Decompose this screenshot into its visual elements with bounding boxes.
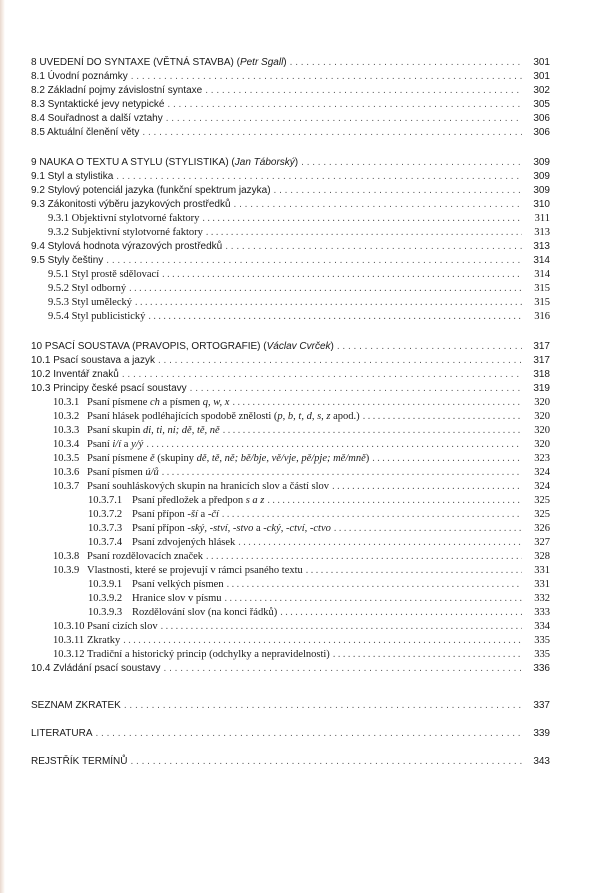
section-10-3-entry[interactable] [31,383,550,394]
page-number: 313 [533,241,550,252]
page-number: 318 [533,369,550,380]
leader-dots [290,57,522,68]
leader-dots [162,269,522,280]
leader-dots [190,383,522,394]
chapter-9-title: 9 NAUKA O TEXTU A STYLU (STYLISTIKA) ( [31,157,235,168]
page-number: 333 [534,607,550,618]
section-label: SEZNAM ZKRATEK [31,700,121,711]
section-number: 10.3.3 [53,425,80,436]
abbreviations-entry[interactable] [31,700,550,711]
leader-dots [332,481,522,492]
section-number: 10.3.7.2 [88,509,123,520]
leader-dots [106,255,522,266]
leader-dots [164,663,522,674]
section-number: 10.3.9.1 [88,579,123,590]
subsection-10-3-7-2-entry[interactable]: 10.3.7.2 Psaní přípon -ší a -čí . . . 325 [88,509,550,520]
page-number: 328 [534,551,550,562]
section-number: 10.3.5 [53,453,80,464]
section-10-4-entry[interactable] [31,663,550,674]
page-number: 314 [534,269,550,280]
section-number: 10.3.9.2 [88,593,123,604]
page-number: 337 [533,700,550,711]
section-number: 10.3.12 [53,649,85,660]
page-number: 309 [533,157,550,168]
leader-dots [280,607,522,618]
page-number: 317 [533,341,550,352]
section-label: 9.5.1 Styl prostě sdělovací [48,269,160,280]
section-label: 8.5 Aktuální členění věty [31,127,140,138]
leader-dots [142,127,522,138]
section-label: 10.1 Psací soustava a jazyk [31,355,155,366]
leader-dots [234,199,522,210]
section-number: 10.3.8 [53,551,80,562]
leader-dots [334,523,522,534]
leader-dots [167,99,522,110]
leader-dots [232,397,522,408]
section-label: REJSTŘÍK TERMÍNŮ [31,756,128,767]
page-number: 339 [533,728,550,739]
page-number: 334 [534,621,550,632]
section-label: 10.2 Inventář znaků [31,369,119,380]
subsection-10-3-4-entry[interactable]: 10.3.4 Psaní i/í a y/ý . . . 320 [53,439,550,450]
leader-dots [202,213,522,224]
leader-dots [301,157,522,168]
page-number: 327 [534,537,550,548]
section-8-2-entry[interactable] [31,85,550,96]
subsection-10-3-9-2-entry[interactable]: 10.3.9.2 Hranice slov v písmu . . . 332 [88,593,550,604]
leader-dots [148,311,522,322]
chapter-8-author: Petr Sgall [239,57,284,68]
leader-dots [225,241,522,252]
section-label: 8.4 Souřadnost a další vztahy [31,113,163,124]
page-number: 343 [533,756,550,767]
chapter-8-entry[interactable]: 8 UVEDENÍ DO SYNTAXE (VĚTNÁ STAVBA) (Petr Sgall) . . . 301 [31,57,550,68]
section-8-4-entry[interactable] [31,113,550,124]
leader-dots [158,355,522,366]
section-9-4-entry[interactable] [31,241,550,252]
section-8-5-entry[interactable] [31,127,550,138]
leader-dots [122,369,522,380]
section-number: 10.3.11 [53,635,85,646]
page-number: 320 [534,439,550,450]
section-label: 10.3 Principy české psací soustavy [31,383,187,394]
section-label: 9.5.4 Styl publicistický [48,311,146,322]
subsection-10-3-9-3-entry[interactable]: 10.3.9.3 Rozdělování slov (na konci řádků) . . . 333 [88,607,550,618]
page-number: 323 [534,453,550,464]
section-number: 10.3.7 [53,481,80,492]
page-number: 325 [534,509,550,520]
page-number: 301 [533,71,550,82]
chapter-9-author: Jan Táborský [234,157,295,168]
subsection-9-5-3-entry[interactable] [48,297,550,308]
subsection-10-3-7-4-entry[interactable]: 10.3.7.4 Psaní zdvojených hlásek . . . 327 [88,537,550,548]
leader-dots [205,85,522,96]
subsection-10-3-11-entry[interactable]: 10.3.11 Zkratky . . . 335 [53,635,550,646]
subsection-10-3-6-entry[interactable]: 10.3.6 Psaní písmen ú/ů . . . 324 [53,467,550,478]
leader-dots [162,467,522,478]
section-label: 9.5 Styly češtiny [31,255,104,266]
page-number: 320 [534,411,550,422]
section-9-2-entry[interactable] [31,185,550,196]
section-number: 10.3.7.4 [88,537,123,548]
page-number: 315 [534,283,550,294]
section-8-1-entry[interactable] [31,71,550,82]
page-number: 310 [533,199,550,210]
chapter-10-author: Václav Cvrček [266,341,331,352]
leader-dots [166,113,522,124]
section-number: 10.3.6 [53,467,80,478]
subsection-9-5-4-entry[interactable] [48,311,550,322]
leader-dots [206,227,522,238]
section-9-1-entry[interactable] [31,171,550,182]
leader-dots [146,439,522,450]
page-number: 319 [533,383,550,394]
subsection-10-3-7-entry[interactable]: 10.3.7 Psaní souhláskových skupin na hranicích slov a částí slov . . . 324 [53,481,550,492]
chapter-10-entry[interactable]: 10 PSACÍ SOUSTAVA (PRAVOPIS, ORTOGRAFIE) (Václav Cvrček) . . . 317 [31,341,550,352]
section-label: 9.3 Zákonitosti výběru jazykových prostředků [31,199,231,210]
chapter-9-entry[interactable]: 9 NAUKA O TEXTU A STYLU (STYLISTIKA) (Jan Táborský) . . . 309 [31,157,550,168]
page-number: 324 [534,481,550,492]
section-number: 10.3.2 [53,411,80,422]
subsection-10-3-9-1-entry[interactable]: 10.3.9.1 Psaní velkých písmen . . . 331 [88,579,550,590]
section-label: 9.2 Stylový potenciál jazyka (funkční spektrum jazyka) [31,185,271,196]
page-number: 336 [533,663,550,674]
page-number: 320 [534,397,550,408]
subsection-10-3-7-3-entry[interactable]: 10.3.7.3 Psaní přípon -ský, -ství, -stvo a -cký, -ctví, -ctvo . . . 326 [88,523,550,534]
page-number: 331 [534,565,550,576]
page-number: 314 [533,255,550,266]
section-10-1-entry[interactable] [31,355,550,366]
page-number: 331 [534,579,550,590]
section-label: 8.1 Úvodní poznámky [31,71,128,82]
page-number: 301 [533,57,550,68]
leader-dots [337,341,522,352]
leader-dots [372,453,522,464]
section-label: 9.1 Styl a stylistika [31,171,114,182]
page-number: 335 [534,635,550,646]
subsection-9-5-2-entry[interactable] [48,283,550,294]
section-number: 10.3.1 [53,397,80,408]
page-number: 315 [534,297,550,308]
leader-dots [116,171,522,182]
section-label: 8.2 Základní pojmy závislostní syntaxe [31,85,203,96]
page-number: 320 [534,425,550,436]
page-number: 313 [534,227,550,238]
page-number: 306 [533,127,550,138]
page-number: 306 [533,113,550,124]
subsection-10-3-2-entry[interactable]: 10.3.2 Psaní hlásek podléhajících spodobě znělosti (p, b, t, d, s, z apod.) . . . 320 [53,411,550,422]
section-number: 10.3.4 [53,439,80,450]
page-number: 305 [533,99,550,110]
leader-dots [222,509,522,520]
page-number: 335 [534,649,550,660]
section-label: 9.3.1 Objektivní stylotvorné faktory [48,213,200,224]
leader-dots [225,593,522,604]
page-number: 325 [534,495,550,506]
leader-dots [131,71,522,82]
section-label: 9.5.2 Styl odborný [48,283,127,294]
leader-dots [161,621,522,632]
leader-dots [306,565,522,576]
page-number: 302 [533,85,550,96]
subsection-10-3-5-entry[interactable]: 10.3.5 Psaní písmene ě (skupiny dě, tě, ně; bě/bje, vě/vje, pě/pje; mě/mně) . . . 323 [53,453,550,464]
section-8-3-entry[interactable] [31,99,550,110]
section-number: 10.3.9.3 [88,607,123,618]
leader-dots [131,756,523,767]
leader-dots [267,495,522,506]
leader-dots [238,537,522,548]
section-9-5-entry[interactable] [31,255,550,266]
subsection-10-3-8-entry[interactable]: 10.3.8 Psaní rozdělovacích značek . . . 328 [53,551,550,562]
page-number: 309 [533,171,550,182]
page-number: 316 [534,311,550,322]
leader-dots [96,728,523,739]
page-number: 324 [534,467,550,478]
leader-dots [223,425,522,436]
leader-dots [123,635,522,646]
section-label: 10.4 Zvládání psací soustavy [31,663,161,674]
chapter-8-title: 8 UVEDENÍ DO SYNTAXE (VĚTNÁ STAVBA) ( [31,57,240,68]
index-entry[interactable] [31,756,550,767]
subsection-10-3-7-1-entry[interactable]: 10.3.7.1 Psaní předložek a předpon s a z . . . 325 [88,495,550,506]
subsection-9-3-1-entry[interactable] [48,213,550,224]
section-label: 9.4 Stylová hodnota výrazových prostředků [31,241,223,252]
subsection-9-3-2-entry[interactable] [48,227,550,238]
page-number: 332 [534,593,550,604]
leader-dots [274,185,522,196]
subsection-10-3-9-entry[interactable]: 10.3.9 Vlastnosti, které se projevují v rámci psaného textu . . . 331 [53,565,550,576]
section-label: 8.3 Syntaktické jevy netypické [31,99,165,110]
section-10-2-entry[interactable] [31,369,550,380]
section-number: 10.3.7.1 [88,495,123,506]
subsection-10-3-12-entry[interactable]: 10.3.12 Tradiční a historický princip (odchylky a nepravidelnosti) . . . 335 [53,649,550,660]
subsection-9-5-1-entry[interactable] [48,269,550,280]
leader-dots [227,579,522,590]
page-number: 326 [534,523,550,534]
page-number: 317 [533,355,550,366]
chapter-10-title: 10 PSACÍ SOUSTAVA (PRAVOPIS, ORTOGRAFIE) ( [31,341,267,352]
leader-dots [363,411,522,422]
section-number: 10.3.10 [53,621,85,632]
section-label: LITERATURA [31,728,93,739]
subsection-10-3-3-entry[interactable]: 10.3.3 Psaní skupin di, ti, ni; dě, tě, ně . . . 320 [53,425,550,436]
section-label: 9.5.3 Styl umělecký [48,297,132,308]
section-9-3-entry[interactable] [31,199,550,210]
leader-dots [135,297,522,308]
page-number: 309 [533,185,550,196]
section-number: 10.3.7.3 [88,523,123,534]
leader-dots [206,551,522,562]
subsection-10-3-10-entry[interactable]: 10.3.10 Psaní cizích slov . . . 334 [53,621,550,632]
subsection-10-3-1-entry[interactable]: 10.3.1 Psaní písmene ch a písmen q, w, x . . . 320 [53,397,550,408]
page-number: 311 [534,213,550,224]
section-number: 10.3.9 [53,565,80,576]
leader-dots [124,700,522,711]
section-label: 9.3.2 Subjektivní stylotvorné faktory [48,227,203,238]
leader-dots [129,283,522,294]
literature-entry[interactable] [31,728,550,739]
leader-dots [333,649,522,660]
